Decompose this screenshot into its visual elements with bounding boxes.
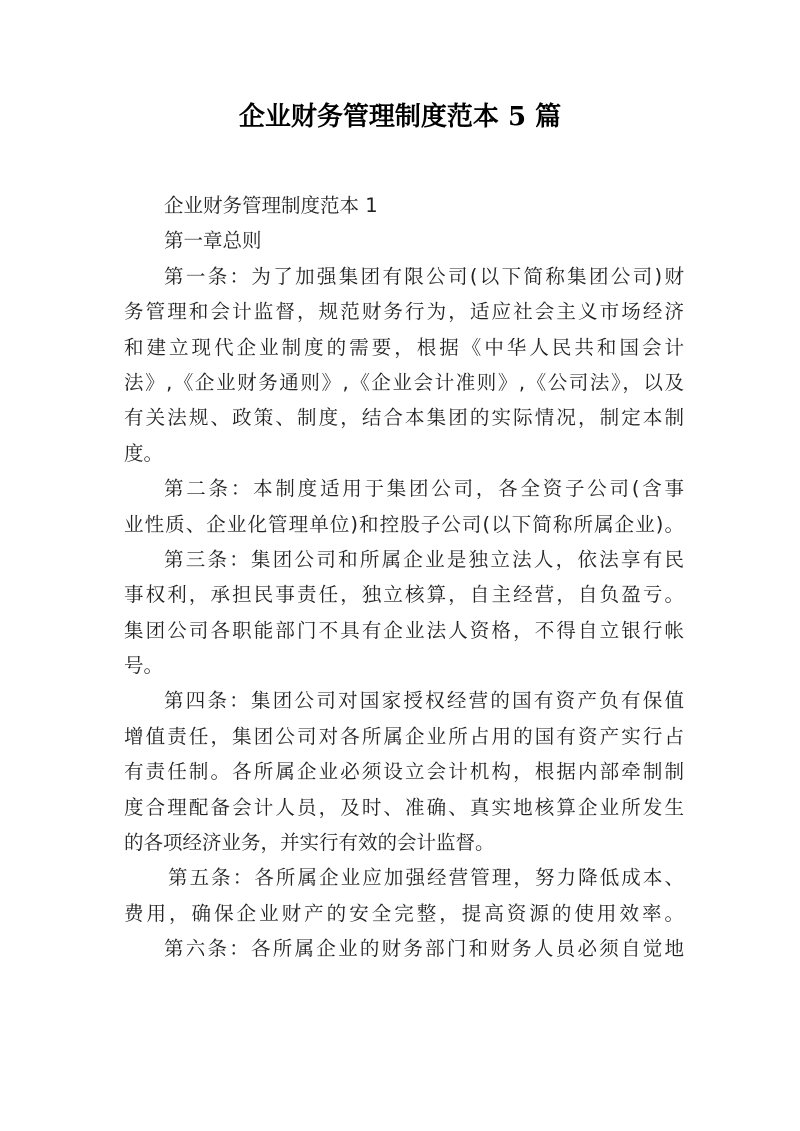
- text-line: 第六条：各所属企业的财务部门和财务人员必须自觉地: [164, 937, 684, 961]
- document-body: [124, 188, 684, 967]
- text-line: 集团公司各职能部门不具有企业法人资格，不得自立银行帐: [124, 618, 684, 642]
- text-line: 增值责任，集团公司对各所属企业所占用的国有资产实行占: [124, 724, 684, 748]
- text-line: 务管理和会计监督，规范财务行为，适应社会主义市场经济: [124, 300, 684, 324]
- text-line: 第二条：本制度适用于集团公司，各全资子公司(含事: [164, 477, 684, 501]
- text-line: 第一条：为了加强集团有限公司(以下简称集团公司)财: [164, 264, 684, 288]
- text-line: 度。: [124, 441, 164, 465]
- text-line: 第三条：集团公司和所属企业是独立法人，依法享有民: [164, 547, 684, 571]
- text-line: 和建立现代企业制度的需要，根据《中华人民共和国会计: [124, 335, 684, 359]
- text-line: 有关法规、政策、制度，结合本集团的实际情况，制定本制: [124, 406, 684, 430]
- text-line: 号。: [124, 654, 164, 678]
- text-line: 事权利，承担民事责任，独立核算，自主经营，自负盈亏。: [124, 583, 684, 607]
- text-line: 第一章总则: [164, 229, 262, 253]
- text-line: 第五条：各所属企业应加强经营管理，努力降低成本、: [168, 866, 684, 890]
- text-line: 第四条：集团公司对国家授权经营的国有资产负有保值: [164, 689, 684, 713]
- text-line: 费用，确保企业财产的安全完整，提高资源的使用效率。: [124, 901, 684, 925]
- text-line: 企业财务管理制度范本 1: [164, 194, 378, 217]
- text-line: 法》,《企业财务通则》,《企业会计准则》,《公司法》，以及: [124, 370, 684, 394]
- text-line: 业性质、企业化管理单位)和控股子公司(以下简称所属企业)。: [124, 512, 684, 536]
- document-title: 企业财务管理制度范本 5 篇: [238, 102, 562, 132]
- text-line: 有责任制。各所属企业必须设立会计机构，根据内部牵制制: [124, 760, 684, 784]
- text-line: 的各项经济业务，并实行有效的会计监督。: [124, 831, 495, 855]
- text-line: 度合理配备会计人员，及时、准确、真实地核算企业所发生: [124, 795, 684, 819]
